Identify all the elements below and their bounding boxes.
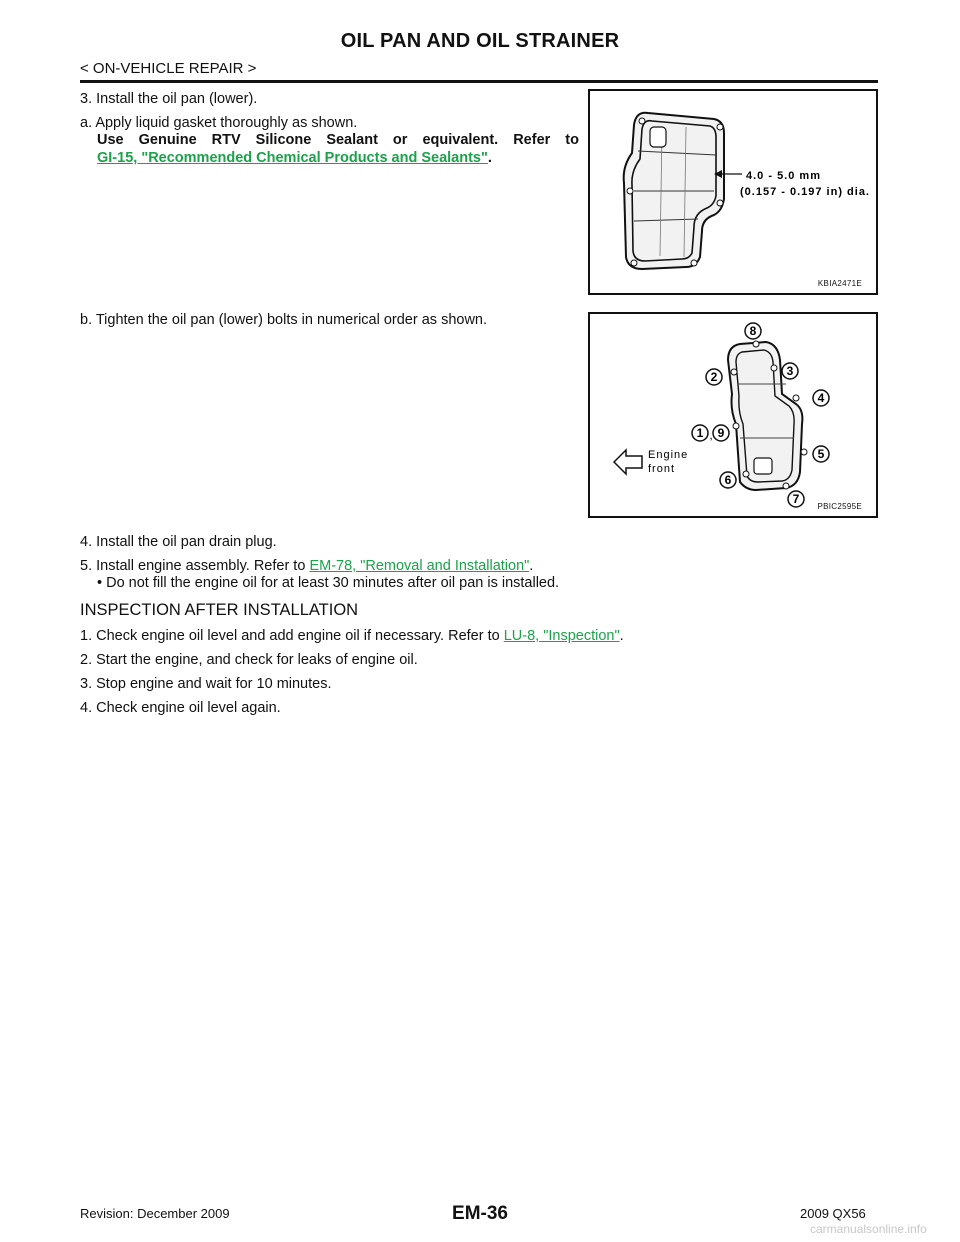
inspection-step-2: 2. Start the engine, and check for leaks of engine oil. bbox=[80, 652, 418, 668]
bolt-number-6: 6 bbox=[724, 473, 732, 487]
step-5-bullet: • Do not fill the engine oil for at least 30 minutes after oil pan is installed. bbox=[97, 575, 560, 591]
page-title: OIL PAN AND OIL STRAINER bbox=[340, 30, 620, 52]
engine-front-label-2: front bbox=[648, 463, 676, 475]
bolt-number-5: 5 bbox=[817, 447, 825, 461]
section-breadcrumb: < ON-VEHICLE REPAIR > bbox=[80, 60, 257, 77]
step-4: 4. Install the oil pan drain plug. bbox=[80, 534, 277, 550]
link-em-78[interactable]: EM-78, "Removal and Installation" bbox=[309, 558, 530, 574]
bolt-number-1: 1 bbox=[696, 426, 704, 440]
bolt-number-3: 3 bbox=[786, 364, 794, 378]
inspection-step-3: 3. Stop engine and wait for 10 minutes. bbox=[80, 676, 332, 692]
bolt-comma: , bbox=[709, 428, 713, 442]
step-a: a. Apply liquid gasket thoroughly as shown. bbox=[80, 115, 358, 131]
oil-pan-gasket-diagram bbox=[590, 91, 876, 293]
bolt-order-diagram bbox=[590, 314, 876, 516]
link-lu-8[interactable]: LU-8, "Inspection" bbox=[503, 628, 620, 644]
engine-front-arrow-icon bbox=[614, 450, 642, 474]
step-a-ref: GI-15, "Recommended Chemical Products and Sealants". bbox=[97, 150, 492, 166]
step-3: 3. Install the oil pan (lower). bbox=[80, 91, 258, 107]
figure-id: PBIC2595E bbox=[817, 502, 862, 511]
footer-revision: Revision: December 2009 bbox=[80, 1206, 230, 1221]
footer-model: 2009 QX56 bbox=[800, 1206, 866, 1221]
bolt-number-8: 8 bbox=[749, 324, 757, 338]
step-b: b. Tighten the oil pan (lower) bolts in numerical order as shown. bbox=[80, 312, 488, 328]
header-divider bbox=[80, 80, 878, 83]
engine-front-label-1: Engine bbox=[648, 449, 689, 461]
page-number: EM-36 bbox=[452, 1203, 508, 1224]
bolt-number-4: 4 bbox=[817, 391, 825, 405]
inspection-step-4: 4. Check engine oil level again. bbox=[80, 700, 281, 716]
bolt-number-2: 2 bbox=[710, 370, 718, 384]
link-gi-15[interactable]: GI-15, "Recommended Chemical Products and Sealants" bbox=[97, 150, 488, 166]
dim-label-mm: 4.0 - 5.0 mm bbox=[746, 170, 821, 182]
step-a-note: Use Genuine RTV Silicone Sealant or equivalent. Refer to bbox=[97, 132, 579, 148]
figure-bolt-order bbox=[588, 312, 878, 518]
dim-label-in: (0.157 - 0.197 in) dia. bbox=[740, 186, 870, 198]
figure-liquid-gasket bbox=[588, 89, 878, 295]
figure-id: KBIA2471E bbox=[817, 279, 862, 288]
inspection-heading: INSPECTION AFTER INSTALLATION bbox=[80, 601, 359, 619]
bolt-number-9: 9 bbox=[717, 426, 725, 440]
step-5: 5. Install engine assembly. Refer to EM-78, "Removal and Installation". bbox=[80, 558, 534, 574]
watermark-text: carmanualsonline.info bbox=[810, 1222, 927, 1236]
inspection-step-1: 1. Check engine oil level and add engine oil if necessary. Refer to LU-8, "Inspection". bbox=[80, 628, 624, 644]
bolt-number-7: 7 bbox=[792, 492, 800, 506]
